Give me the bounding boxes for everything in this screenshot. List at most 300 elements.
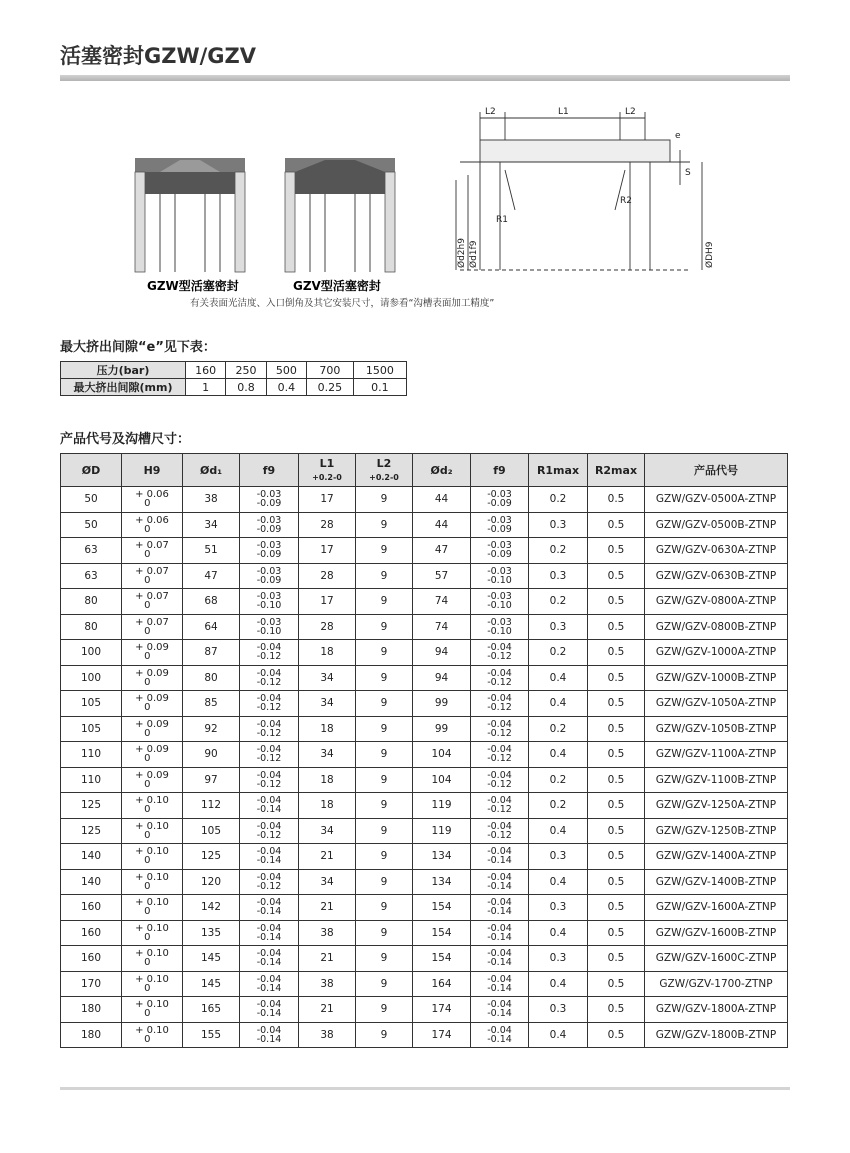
dim-r2: R2: [620, 196, 632, 206]
dim-e: e: [675, 131, 681, 141]
cell-l1: 17: [299, 538, 356, 564]
cell-h9-lower: 0: [144, 1008, 151, 1020]
dim-l2-left: L2: [485, 107, 496, 117]
cell-f9a-lower: -0.09: [256, 574, 282, 586]
cell-r2: 0.5: [588, 614, 645, 640]
cell-r1: 0.3: [529, 895, 588, 921]
cell-f9b: [471, 640, 529, 666]
cell-d: 160: [61, 920, 122, 946]
cell-f9a-upper: -0.03: [256, 540, 282, 552]
cell-f9a-lower: -0.14: [256, 1008, 282, 1020]
cell-d1: 125: [183, 844, 240, 870]
cell-f9b-upper: -0.03: [487, 540, 512, 552]
cell-h9-upper: + 0.09: [135, 642, 169, 654]
cell-d2: 74: [413, 614, 471, 640]
cell-r1: 0.3: [529, 997, 588, 1023]
cell-f9b-upper: -0.04: [487, 795, 512, 807]
cell-d: 160: [61, 946, 122, 972]
gap-label: 最大挤出间隙(mm): [61, 379, 186, 396]
cell-f9b-lower: -0.14: [487, 982, 512, 994]
cell-f9b-lower: -0.09: [487, 523, 512, 535]
cell-r2: 0.5: [588, 665, 645, 691]
cell-f9b-lower: -0.12: [487, 804, 512, 816]
cell-f9b-upper: -0.03: [487, 514, 512, 526]
cell-f9b-lower: -0.14: [487, 1008, 512, 1020]
cell-h9-upper: + 0.10: [135, 820, 169, 832]
cell-f9a-upper: -0.04: [256, 693, 282, 705]
cell-h9-upper: + 0.07: [135, 540, 169, 552]
cell-f9b-upper: -0.04: [487, 693, 512, 705]
col-header-f9a: f9: [240, 454, 299, 487]
gap-cell: 0.8: [226, 379, 266, 396]
cell-f9a-lower: -0.10: [256, 625, 282, 637]
l1-tolerance: +0.2-0: [312, 473, 342, 482]
cell-d: 63: [61, 563, 122, 589]
cell-h9-lower: 0: [144, 880, 151, 892]
cell-f9a-lower: -0.12: [256, 778, 282, 790]
cell-f9a-upper: -0.03: [256, 591, 282, 603]
cell-f9a-upper: -0.04: [256, 795, 282, 807]
cell-l1: 17: [299, 487, 356, 513]
cell-d: 110: [61, 742, 122, 768]
cell-f9a-lower: -0.12: [256, 702, 282, 714]
cell-f9b: [471, 946, 529, 972]
cell-h9: [122, 895, 183, 921]
cell-f9a: [240, 818, 299, 844]
gap-cell: 0.1: [353, 379, 406, 396]
cell-r1: 0.2: [529, 589, 588, 615]
cell-f9a-lower: -0.14: [256, 982, 282, 994]
cell-h9: [122, 640, 183, 666]
cell-l2: 9: [356, 665, 413, 691]
cell-r1: 0.4: [529, 818, 588, 844]
cell-f9b: [471, 793, 529, 819]
col-header-l2: [356, 454, 413, 487]
cell-f9b-lower: -0.12: [487, 676, 512, 688]
cell-f9a: [240, 716, 299, 742]
cell-code: GZW/GZV-1000B-ZTNP: [645, 665, 788, 691]
cell-d2: 174: [413, 997, 471, 1023]
cell-h9-lower: 0: [144, 1033, 151, 1045]
cell-f9a-lower: -0.10: [256, 600, 282, 612]
gzw-label: GZW型活塞密封: [147, 279, 239, 293]
cell-d: 170: [61, 971, 122, 997]
cell-f9a: [240, 895, 299, 921]
cell-d: 110: [61, 767, 122, 793]
table-row: [61, 512, 788, 538]
cell-f9b-lower: -0.14: [487, 957, 512, 969]
cell-d2: 134: [413, 844, 471, 870]
cell-h9-upper: + 0.10: [135, 973, 169, 985]
cell-h9-lower: 0: [144, 651, 151, 663]
cell-l1: 28: [299, 563, 356, 589]
cell-h9-lower: 0: [144, 931, 151, 943]
cell-h9-upper: + 0.09: [135, 693, 169, 705]
table-row: [61, 869, 788, 895]
table-row: [61, 563, 788, 589]
cell-d1: 97: [183, 767, 240, 793]
cell-h9: [122, 512, 183, 538]
table-row: [61, 895, 788, 921]
cell-f9a-upper: -0.03: [256, 565, 282, 577]
cell-f9b-lower: -0.12: [487, 778, 512, 790]
cell-d2: 174: [413, 1022, 471, 1048]
cell-f9a: [240, 793, 299, 819]
cell-h9: [122, 487, 183, 513]
cell-h9-upper: + 0.07: [135, 565, 169, 577]
cell-l1: 21: [299, 844, 356, 870]
cell-f9a-upper: -0.04: [256, 718, 282, 730]
cell-l1: 34: [299, 869, 356, 895]
cell-code: GZW/GZV-0500A-ZTNP: [645, 487, 788, 513]
cell-l2: 9: [356, 614, 413, 640]
col-header-r2: R2max: [588, 454, 645, 487]
table-row: [61, 665, 788, 691]
cell-f9b-upper: -0.03: [487, 616, 512, 628]
cell-l2: 9: [356, 793, 413, 819]
cell-r1: 0.2: [529, 767, 588, 793]
cell-h9: [122, 742, 183, 768]
cell-h9-upper: + 0.09: [135, 667, 169, 679]
cell-code: GZW/GZV-0800B-ZTNP: [645, 614, 788, 640]
cell-code: GZW/GZV-0500B-ZTNP: [645, 512, 788, 538]
pressure-cell: 700: [307, 362, 354, 379]
cell-f9b: [471, 563, 529, 589]
cell-r1: 0.2: [529, 793, 588, 819]
cell-h9-upper: + 0.10: [135, 846, 169, 858]
cell-h9-upper: + 0.10: [135, 871, 169, 883]
cell-code: GZW/GZV-1250B-ZTNP: [645, 818, 788, 844]
cell-d1: 142: [183, 895, 240, 921]
installation-note: 有关表面光洁度、入口倒角及其它安装尺寸，请参看“沟槽表面加工精度”: [190, 298, 495, 309]
col-header-f9b: f9: [471, 454, 529, 487]
cell-h9-lower: 0: [144, 676, 151, 688]
cell-f9b: [471, 742, 529, 768]
cell-r1: 0.3: [529, 844, 588, 870]
cell-l2: 9: [356, 512, 413, 538]
cell-d2: 164: [413, 971, 471, 997]
cell-r2: 0.5: [588, 869, 645, 895]
cell-d: 100: [61, 640, 122, 666]
cell-f9a-upper: -0.04: [256, 642, 282, 654]
cell-f9b: [471, 818, 529, 844]
seal-diagram: [130, 100, 720, 310]
cell-f9b-upper: -0.04: [487, 769, 512, 781]
page-title: 活塞密封GZW/GZV: [60, 44, 257, 68]
cell-r2: 0.5: [588, 767, 645, 793]
cell-d1: 105: [183, 818, 240, 844]
cell-f9b-lower: -0.12: [487, 651, 512, 663]
cell-code: GZW/GZV-1600A-ZTNP: [645, 895, 788, 921]
cell-f9a-lower: -0.12: [256, 880, 282, 892]
cell-code: GZW/GZV-1100B-ZTNP: [645, 767, 788, 793]
cell-f9a-upper: -0.04: [256, 973, 282, 985]
cell-r1: 0.4: [529, 665, 588, 691]
cell-h9-upper: + 0.10: [135, 999, 169, 1011]
cell-d2: 99: [413, 716, 471, 742]
table-row: [61, 487, 788, 513]
cell-h9: [122, 691, 183, 717]
cell-f9a: [240, 920, 299, 946]
cell-d2: 94: [413, 665, 471, 691]
col-header-l1: [299, 454, 356, 487]
table-row: [61, 716, 788, 742]
cell-h9: [122, 793, 183, 819]
cell-d2: 119: [413, 818, 471, 844]
cell-r1: 0.4: [529, 1022, 588, 1048]
cell-f9b: [471, 844, 529, 870]
col-header-d1: Ød₁: [183, 454, 240, 487]
cell-l1: 38: [299, 920, 356, 946]
pressure-cell: 500: [266, 362, 306, 379]
cell-f9b-lower: -0.12: [487, 727, 512, 739]
gap-cell: 0.4: [266, 379, 306, 396]
cell-h9-lower: 0: [144, 804, 151, 816]
cell-d1: 90: [183, 742, 240, 768]
cell-f9b: [471, 538, 529, 564]
col-header-d2: Ød₂: [413, 454, 471, 487]
cell-d2: 104: [413, 742, 471, 768]
cell-h9-upper: + 0.07: [135, 616, 169, 628]
cell-h9: [122, 869, 183, 895]
cell-d1: 34: [183, 512, 240, 538]
table-header-row: [61, 454, 788, 487]
cell-d1: 92: [183, 716, 240, 742]
cell-f9a-upper: -0.04: [256, 1024, 282, 1036]
cell-h9: [122, 946, 183, 972]
cell-l2: 9: [356, 716, 413, 742]
table-row: [61, 844, 788, 870]
cell-h9-lower: 0: [144, 625, 151, 637]
cell-code: GZW/GZV-0630B-ZTNP: [645, 563, 788, 589]
cell-f9a: [240, 538, 299, 564]
cell-f9b: [471, 665, 529, 691]
cell-d1: 85: [183, 691, 240, 717]
cell-l2: 9: [356, 640, 413, 666]
cell-l1: 18: [299, 793, 356, 819]
cell-h9: [122, 844, 183, 870]
cell-f9b-upper: -0.04: [487, 846, 512, 858]
cell-h9-lower: 0: [144, 778, 151, 790]
dim-d1: Ød1f9: [469, 240, 479, 268]
cell-f9a-upper: -0.04: [256, 846, 282, 858]
cell-r1: 0.3: [529, 946, 588, 972]
cell-f9a: [240, 767, 299, 793]
footer-divider: [60, 1087, 790, 1090]
cell-f9a-upper: -0.04: [256, 667, 282, 679]
cell-f9b-upper: -0.04: [487, 718, 512, 730]
cell-l2: 9: [356, 844, 413, 870]
cell-h9-lower: 0: [144, 906, 151, 918]
cell-code: GZW/GZV-1400A-ZTNP: [645, 844, 788, 870]
cell-d: 140: [61, 869, 122, 895]
cell-r1: 0.2: [529, 487, 588, 513]
cell-code: GZW/GZV-1700-ZTNP: [645, 971, 788, 997]
cell-d: 180: [61, 1022, 122, 1048]
cell-h9-lower: 0: [144, 702, 151, 714]
cell-l2: 9: [356, 895, 413, 921]
gap-cell: 0.25: [307, 379, 354, 396]
cell-h9: [122, 920, 183, 946]
cell-f9a: [240, 589, 299, 615]
cell-f9a-lower: -0.09: [256, 498, 282, 510]
cell-f9a-lower: -0.12: [256, 676, 282, 688]
cell-h9-upper: + 0.09: [135, 718, 169, 730]
table-row: [61, 793, 788, 819]
dim-l1: L1: [558, 107, 569, 117]
cell-l2: 9: [356, 818, 413, 844]
cell-d: 100: [61, 665, 122, 691]
table-row: [61, 946, 788, 972]
cell-d: 50: [61, 512, 122, 538]
col-header-code: 产品代号: [645, 454, 788, 487]
cell-code: GZW/GZV-1600B-ZTNP: [645, 920, 788, 946]
cell-h9-upper: + 0.10: [135, 948, 169, 960]
cell-f9a: [240, 640, 299, 666]
cell-f9b-upper: -0.03: [487, 565, 512, 577]
cell-f9a-upper: -0.04: [256, 820, 282, 832]
cell-f9a: [240, 844, 299, 870]
dim-s: S: [685, 168, 691, 178]
cell-f9b: [471, 512, 529, 538]
cell-f9a-lower: -0.09: [256, 549, 282, 561]
cell-f9b-upper: -0.04: [487, 897, 512, 909]
cell-d: 140: [61, 844, 122, 870]
cell-f9a: [240, 869, 299, 895]
cell-d1: 155: [183, 1022, 240, 1048]
cell-code: GZW/GZV-1800A-ZTNP: [645, 997, 788, 1023]
cell-d2: 44: [413, 487, 471, 513]
cell-d: 160: [61, 895, 122, 921]
cell-r2: 0.5: [588, 538, 645, 564]
cell-d2: 99: [413, 691, 471, 717]
l1-label: L1: [319, 457, 335, 470]
cell-f9a-lower: -0.14: [256, 855, 282, 867]
cell-f9a-lower: -0.09: [256, 523, 282, 535]
table-row: [61, 818, 788, 844]
cell-r2: 0.5: [588, 563, 645, 589]
cell-f9a: [240, 665, 299, 691]
cell-f9a-upper: -0.04: [256, 871, 282, 883]
cell-d: 125: [61, 818, 122, 844]
cell-h9-upper: + 0.09: [135, 744, 169, 756]
cell-f9b-lower: -0.14: [487, 931, 512, 943]
cell-f9b-lower: -0.10: [487, 600, 512, 612]
cell-r2: 0.5: [588, 818, 645, 844]
table-row: [61, 920, 788, 946]
pressure-cell: 250: [226, 362, 266, 379]
cell-d: 80: [61, 614, 122, 640]
cell-f9a: [240, 971, 299, 997]
cell-r1: 0.2: [529, 640, 588, 666]
cell-f9b: [471, 614, 529, 640]
cell-l1: 21: [299, 895, 356, 921]
cell-f9b: [471, 971, 529, 997]
cell-l1: 34: [299, 818, 356, 844]
cell-r1: 0.4: [529, 869, 588, 895]
cell-h9: [122, 589, 183, 615]
col-header-r1: R1max: [529, 454, 588, 487]
cell-d2: 154: [413, 946, 471, 972]
cell-r2: 0.5: [588, 742, 645, 768]
cell-f9b-upper: -0.04: [487, 973, 512, 985]
cell-f9b-upper: -0.04: [487, 667, 512, 679]
cell-r2: 0.5: [588, 946, 645, 972]
table-row: [61, 640, 788, 666]
cell-r2: 0.5: [588, 512, 645, 538]
cell-f9b-upper: -0.04: [487, 1024, 512, 1036]
cell-f9b: [471, 920, 529, 946]
product-section-title: 产品代号及沟槽尺寸：: [60, 432, 191, 447]
cell-code: GZW/GZV-1100A-ZTNP: [645, 742, 788, 768]
cell-d2: 44: [413, 512, 471, 538]
cell-f9a-lower: -0.14: [256, 1033, 282, 1045]
cell-f9b-upper: -0.04: [487, 871, 512, 883]
cell-r2: 0.5: [588, 487, 645, 513]
gzw-seal-drawing: [135, 158, 245, 272]
col-header-h9: H9: [122, 454, 183, 487]
cell-r1: 0.3: [529, 512, 588, 538]
cell-l2: 9: [356, 563, 413, 589]
gap-row: [61, 379, 407, 396]
cell-h9-upper: + 0.06: [135, 514, 169, 526]
cell-d2: 154: [413, 895, 471, 921]
cell-f9b-upper: -0.04: [487, 642, 512, 654]
cell-f9a: [240, 742, 299, 768]
cell-l2: 9: [356, 767, 413, 793]
cell-f9a-upper: -0.04: [256, 999, 282, 1011]
cell-r2: 0.5: [588, 691, 645, 717]
cell-l1: 28: [299, 512, 356, 538]
dim-d2: Ød2h9: [457, 238, 467, 268]
cell-f9a: [240, 1022, 299, 1048]
cell-r2: 0.5: [588, 997, 645, 1023]
cell-code: GZW/GZV-1600C-ZTNP: [645, 946, 788, 972]
cell-d1: 165: [183, 997, 240, 1023]
cell-r1: 0.4: [529, 742, 588, 768]
cell-d1: 87: [183, 640, 240, 666]
cell-l1: 34: [299, 691, 356, 717]
cell-h9-upper: + 0.09: [135, 769, 169, 781]
cell-f9a-lower: -0.12: [256, 727, 282, 739]
cell-r2: 0.5: [588, 895, 645, 921]
cell-code: GZW/GZV-0800A-ZTNP: [645, 589, 788, 615]
cell-d: 63: [61, 538, 122, 564]
cell-r1: 0.3: [529, 614, 588, 640]
cell-f9a-lower: -0.14: [256, 804, 282, 816]
cell-r2: 0.5: [588, 971, 645, 997]
cell-d: 125: [61, 793, 122, 819]
cell-f9a-upper: -0.03: [256, 489, 282, 501]
cell-f9b: [471, 716, 529, 742]
cell-h9-lower: 0: [144, 982, 151, 994]
cell-r1: 0.2: [529, 538, 588, 564]
cell-h9-lower: 0: [144, 753, 151, 765]
cell-f9a-lower: -0.12: [256, 753, 282, 765]
cell-r2: 0.5: [588, 793, 645, 819]
cell-h9: [122, 1022, 183, 1048]
cell-f9a-upper: -0.04: [256, 769, 282, 781]
cell-d: 50: [61, 487, 122, 513]
cell-l2: 9: [356, 1022, 413, 1048]
cell-f9a-lower: -0.14: [256, 931, 282, 943]
cell-h9: [122, 997, 183, 1023]
cell-h9-upper: + 0.07: [135, 591, 169, 603]
cell-f9b-upper: -0.03: [487, 591, 512, 603]
cell-f9b-lower: -0.10: [487, 574, 512, 586]
gap-cell: 1: [186, 379, 226, 396]
cell-f9a-lower: -0.12: [256, 651, 282, 663]
